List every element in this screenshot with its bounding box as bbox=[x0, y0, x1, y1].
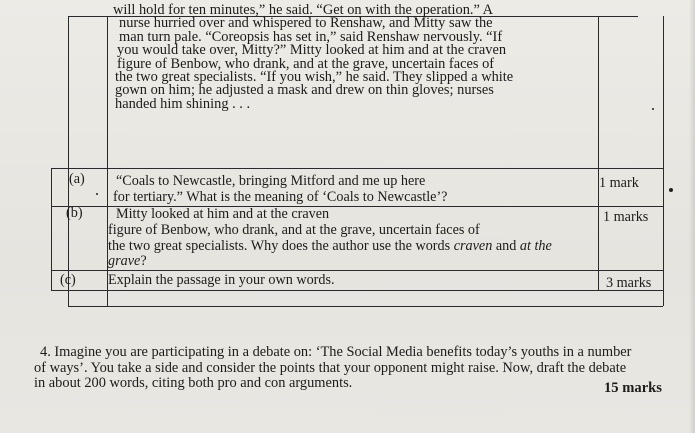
question-b-line bbox=[108, 254, 147, 269]
question-b-word-craven: craven bbox=[453, 238, 493, 254]
question-4 bbox=[34, 344, 680, 392]
passage-line: nurse hurried over and whispered to Renshaw, and Mitty saw the bbox=[119, 15, 493, 32]
question-c-label: (c) bbox=[60, 272, 76, 288]
question-b-line bbox=[108, 239, 552, 254]
pen-dot bbox=[96, 193, 98, 195]
row-separator-passage bbox=[51, 168, 663, 169]
passage-line: will hold for ten minutes,” he said. “Get on with the operation.” A bbox=[113, 2, 494, 18]
question-a-line: for tertiary.” What is the meaning of ‘Coals to Newcastle’? bbox=[113, 189, 448, 205]
question-c-text: Explain the passage in your own words. bbox=[108, 272, 335, 288]
question-rows-left-border bbox=[51, 168, 52, 291]
question-a-label: (a) bbox=[69, 171, 85, 187]
passage-line: gown on him; he adjusted a mask and drew on thin gloves; nurses bbox=[115, 82, 494, 99]
question-4-marks: 15 marks bbox=[604, 380, 662, 396]
marks-column-divider bbox=[598, 16, 599, 291]
passage-line: figure of Benbow, who drank, and at the grave, uncertain faces of bbox=[117, 55, 495, 72]
table-border-right bbox=[663, 16, 664, 306]
pen-dot bbox=[652, 108, 654, 110]
passage-line: you would take over, Mitty?” Mitty looked at him and at the craven bbox=[117, 42, 507, 59]
question-b-word-at-the: at the bbox=[519, 238, 552, 254]
table-border-bottom bbox=[68, 306, 663, 307]
question-b-marks: 1 marks bbox=[603, 209, 649, 225]
question-b-line: figure of Benbow, who drank, and at the grave, uncertain faces of bbox=[108, 222, 480, 238]
question-a-line: “Coals to Newcastle, bringing Mitford and me up here bbox=[116, 173, 426, 189]
passage-extract bbox=[113, 4, 598, 111]
question-4-line: in about 200 words, citing both pro and con arguments. bbox=[34, 375, 353, 391]
question-b-line: Mitty looked at him and at the craven bbox=[116, 206, 330, 222]
passage-line: the two great specialists. “If you wish,” he said. They slipped a white bbox=[115, 69, 514, 86]
question-b-line3-and: and bbox=[492, 238, 520, 254]
question-b-word-grave: grave bbox=[108, 253, 141, 269]
passage-line: handed him shining . . . bbox=[115, 95, 251, 112]
question-b-line4-end: ? bbox=[140, 253, 147, 269]
question-b-line3-text: the two great specialists. Why does the author use the words bbox=[108, 238, 454, 254]
question-4-line: 4. Imagine you are participating in a debate on: ‘The Social Media benefits today’s youths in a number bbox=[40, 344, 632, 360]
passage-line: man turn pale. “Coreopsis has set in,” said Renshaw nervously. “If bbox=[119, 28, 503, 45]
row-separator-c bbox=[51, 290, 663, 291]
question-c-marks: 3 marks bbox=[606, 275, 652, 291]
table-border-left bbox=[68, 16, 69, 306]
question-a-marks: 1 mark bbox=[599, 175, 639, 191]
question-b-label: (b) bbox=[66, 205, 83, 221]
pen-dot bbox=[669, 188, 673, 192]
row-separator-b bbox=[51, 270, 663, 271]
question-4-line: of ways’. You take a side and consider the points that your opponent might raise. Now, draft the debate bbox=[34, 359, 627, 376]
